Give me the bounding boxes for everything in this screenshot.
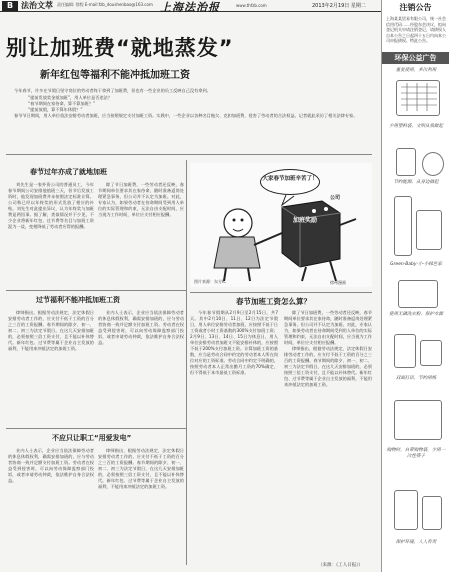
column-2a (8, 310, 94, 352)
handwritten-slogan: 使用无磷洗衣粉，保护水源 (389, 312, 443, 317)
lead-section (6, 88, 370, 119)
subhead-2: 过节福利不能冲抵加班工资 (36, 296, 120, 304)
lead-question: “提前放假，算不算年休假？” (28, 107, 83, 112)
main-subhead: 春节加班工资怎么算？ (236, 297, 311, 306)
notice-text: 上海某某贸易有限公司，统一社会信用代码……经股东会决议，拟向登记机关申请注销登记，请债权人自本公告之日起四十五日内向本公司申报债权。特此公告。 (386, 16, 446, 43)
image-source: 图片来源：东方IC (194, 279, 226, 284)
sketch-globe (422, 152, 444, 176)
handwritten-slogan: 重复使用，多次利用 (395, 68, 437, 73)
lead-questions (6, 95, 370, 113)
subhead-3: 不应只让职工“用爱发电” (52, 434, 132, 442)
sketch-bag (420, 340, 442, 366)
editor-credit: 责任编辑: 徐程 E-mail:fzb_doushenbao@163.com (57, 2, 153, 7)
sketch-tree (394, 196, 412, 256)
column-2b (98, 310, 184, 346)
main-text: 律师指出，根据劳动法规定，法定休假日安排劳动者工作的，应支付不低于工资的百分之三百的工资报酬。春节期间的除夕、初一、初二、初三为法定节假日，在这几天安排加班的，必须按照三倍工资支付，且不能以补休替代。新年红包、过节费等属于企业自主发放的福利，不能用来冲抵法定的加班工资。 (284, 346, 372, 387)
divider (6, 154, 372, 155)
section-title: 法治文萃 (21, 1, 53, 10)
cartoon-credit: 徐州漫画 (330, 280, 346, 285)
sketch-grid (396, 80, 440, 116)
lead-question: “提前发放奖金抵加班”，用人单位是否违法？ (28, 95, 112, 100)
column-text: 律师指出，根据劳动法规定，法定休假日安排劳动者工作的，应支付不低于工资的百分之三百的工资报酬。春节期间的除夕、初一、初二、初三为法定节假日，在这几天安排加班的，必须按照三倍工资支付，且不能以补休替代。新年红包、过节费等属于企业自主发放的福利，不能用来冲抵法定的加班工资。 (8, 310, 94, 351)
page-number-badge: B (2, 1, 18, 11)
box-label: 加班奖励 (292, 217, 317, 224)
speech-bubble: 大家春节加班辛苦了！ (260, 169, 320, 195)
company-tag: 公司 (330, 195, 341, 201)
sketch-jar (394, 490, 418, 530)
column-3a (8, 448, 94, 484)
sketch-boxes (394, 400, 442, 440)
sketch-can (422, 496, 442, 530)
main-column-b (284, 310, 372, 388)
handwritten-slogan: 购物时，自带购物袋，少用一次性筷子 (386, 448, 446, 459)
column-text: 律师指出，根据劳动法规定，法定休假日安排劳动者工作的，应支付不低于工资的百分之三百的工资报酬。春节期间的除夕、初一、初二、初三为法定节假日，在这几天安排加班的，必须按照三倍工资支付，且不能以补休替代。新年红包、过节费等属于企业自主发放的福利，不能用来冲抵法定的加班工资。 (98, 448, 184, 489)
cartoon-illustration (190, 163, 372, 287)
column-text: 刘先生是一家外资公司的普通员工，今年春节期间公司安排他值班三天，但节后发放工资时，他发现加班费并未按照法定标准计算。公司称已经以年终奖的形式发放了相应的补贴。刘先生对此提出异议，认为年终奖与加班费是两回事。据了解，类似情况并不少见，不少企业将新年红包、过节费等名目与加班工资混为一谈，变相降低了劳动者应得的报酬。 (8, 182, 94, 229)
lead-body: 春节节日期间，用人单位依法安排劳动者加班，应当按照规定支付加班工资。实践中，一些企业以各种名目拖欠、克扣加班费，侵害了劳动者的合法权益。记者就此采访了相关法律专家。 (14, 113, 358, 118)
lead-question: “春节期间在家待命，算不算加班？” (28, 101, 96, 106)
handwritten-slogan: 双面打印，节约用纸 (395, 376, 437, 381)
ad-title: 环保公益广告 (382, 52, 449, 64)
sketch-house (416, 210, 442, 250)
column-text: 业内人士表示，企业应当依法保障劳动者的休息休假权利，确需安排加班的，应与劳动者协商一致并足额支付加班工资。劳动者在权益受到侵害时，可以向劳动保障监察部门投诉，或者申请劳动仲裁，依法维护自身合法权益。 (8, 448, 94, 483)
sketch-plant (398, 280, 438, 308)
divider (6, 428, 186, 429)
main-text: 除了节日加班费，一些劳动者还反映，春节期间单位要求其在家待命，随时准备返岗处理紧急事务，但公司并不认定为加班。对此，专家认为，如果劳动者在待命期间受到用人单位的实际管理和约束，无法自由支配时间，应当视为工作时间，单位应支付相应报酬。 (284, 310, 372, 345)
column-text: 除了节日加班费，一些劳动者还反映，春节期间单位要求其在家待命，随时准备返岗处理紧急事务，但公司并不认定为加班。对此，专家认为，如果劳动者在待命期间受到用人单位的实际管理和约束，无法自由支配时间，应当视为工作时间，单位应支付相应报酬。 (98, 182, 184, 217)
main-headline: 别让加班费“就地蒸发” (6, 36, 234, 60)
sketch-grid-icon (397, 81, 441, 117)
newspaper-url: www.thfzb.com (236, 3, 267, 8)
sketch-figure (394, 334, 416, 368)
handwritten-slogan: 保护环境，人人有责 (395, 540, 437, 545)
sketch-bottle (396, 148, 416, 176)
subhead-1: 春节过年亦成了就地加班 (30, 168, 107, 176)
handwritten-slogan: Green·Baby·小·小绿色家 (390, 262, 442, 267)
sub-headline: 新年红包等福利不能冲抵加班工资 (40, 70, 190, 81)
notice-title: 注销公告 (399, 3, 432, 12)
newspaper-logo: 上海法治报 (160, 1, 220, 14)
byline: （来源：《工人日报》） (318, 563, 363, 568)
column-divider (186, 160, 187, 565)
main-column-a (190, 310, 278, 376)
main-text: 今年春节假期从2月9日至2月15日，共7天。其中2月10日、11日、12日为法定节假日，用人单位安排劳动者加班，应按照不低于日工资或者小时工资基数的300%支付加班工资；2月9日、13日、14日、15日为休息日，用人单位安排劳动者加班又不能安排补休的，应按照不低于200%支付加班工资。计算加班工资的基数，应当是劳动合同中约定的劳动者本人所在岗位对应的工资标准。劳动合同中约定不明确的，按照劳动者本人正常出勤月工资的70%确定，但不得低于本市最低工资标准。 (190, 310, 278, 375)
handwritten-slogan: 少用塑料袋，文明从我做起 (389, 124, 443, 129)
column-1b (98, 182, 184, 218)
handwritten-slogan: 节约能源，从身边做起 (393, 180, 439, 185)
lead-intro: 今年春节，许多在节假日坚守岗位的劳动者终于拿到了加班费，但也有一些企业的员工反映自己没有拿到。 (14, 88, 211, 93)
column-3b (98, 448, 184, 490)
divider (190, 292, 372, 293)
column-1a (8, 182, 94, 230)
column-text: 业内人士表示，企业应当依法保障劳动者的休息休假权利，确需安排加班的，应与劳动者协商一致并足额支付加班工资。劳动者在权益受到侵害时，可以向劳动保障监察部门投诉，或者申请劳动仲裁，依法维护自身合法权益。 (98, 310, 184, 345)
divider (6, 290, 186, 291)
issue-date: 2013年2月19日 星期二 (312, 3, 366, 9)
